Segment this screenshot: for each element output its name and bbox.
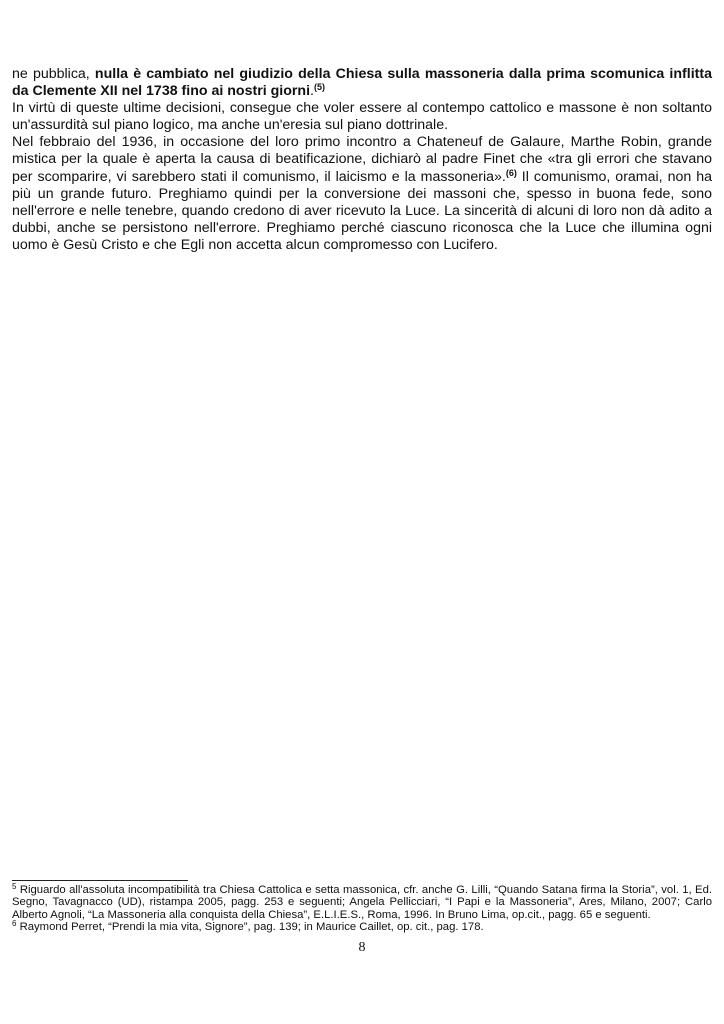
footnote-6-number: 6	[12, 919, 17, 929]
footnote-ref-6[interactable]: (6)	[505, 167, 517, 178]
footnote-5	[12, 884, 712, 921]
body-text	[12, 66, 712, 254]
paragraph-2: In virtù di queste ultime decisioni, consegue che voler essere al contempo cattolico e massone è non soltanto un'assurdità sul piano logico, ma anche un'eresia sul piano dottrinale.	[12, 100, 712, 134]
paragraph-3	[12, 134, 712, 254]
paragraph-3-part1: Nel febbraio del 1936, in occasione del loro primo incontro a Chateneuf de Galaure, Marthe Robin, grande mistica per la quale è aperta la causa di beatificazione, dichiarò al padre Finet che «tra gli errori che stavano per scomparire, vi sarebbero stati il comunismo, il laicismo e la massoneria».	[12, 134, 712, 185]
paragraph-1-bold: nulla è cambiato nel giudizio della Chiesa sulla massoneria dalla prima scomunica inflitta da Clemente XII nel 1738 fino ai nostri giorni	[12, 66, 712, 100]
footnote-5-number: 5	[12, 882, 17, 891]
footnote-6	[12, 921, 712, 933]
paragraph-1	[12, 66, 712, 100]
page-number: 8	[358, 940, 366, 955]
footnote-ref-5[interactable]: (5)	[313, 82, 325, 93]
footnotes	[12, 884, 712, 934]
footnote-5-text: Riguardo all'assoluta incompatibilità tra Chiesa Cattolica e setta massonica, cfr. anche G. Lilli, “Quando Satana firma la Storia”, vol. 1, Ed. Segno, Tavagnacco (UD), ristampa 2005, pagg. 253 e seguenti; Angela Pellicciari, “I Papi e la Massoneria”, Ares, Milano, 2007; Carlo Alberto Agnoli, “La Massoneria alla conquista della Chiesa”, E.L.I.E.S., Roma, 1996. In Bruno Lima, op.cit., pagg. 65 e seguenti.	[12, 884, 712, 921]
paragraph-1-lead: ne pubblica,	[12, 66, 95, 82]
footnote-separator	[12, 880, 188, 881]
paragraph-3-part2: Il comunismo, oramai, non ha più un grande futuro. Preghiamo quindi per la conversione dei massoni che, spesso in buona fede, sono nell'errore e nelle tenebre, quando credono di aver ricevuto la Luce. La sincerità di alcuni di loro non dà adito a dubbi, anche se persistono nell'errore. Preghiamo perché ciascuno riconosca che la Luce che illumina ogni uomo è Gesù Cristo e che Egli non accetta alcun compromesso con Lucifero.	[12, 168, 712, 253]
paragraph-1-tail: .	[310, 83, 314, 100]
footnote-6-text: Raymond Perret, “Prendi la mia vita, Signore”, pag. 139; in Maurice Caillet, op. cit., pag. 178.	[16, 921, 484, 934]
